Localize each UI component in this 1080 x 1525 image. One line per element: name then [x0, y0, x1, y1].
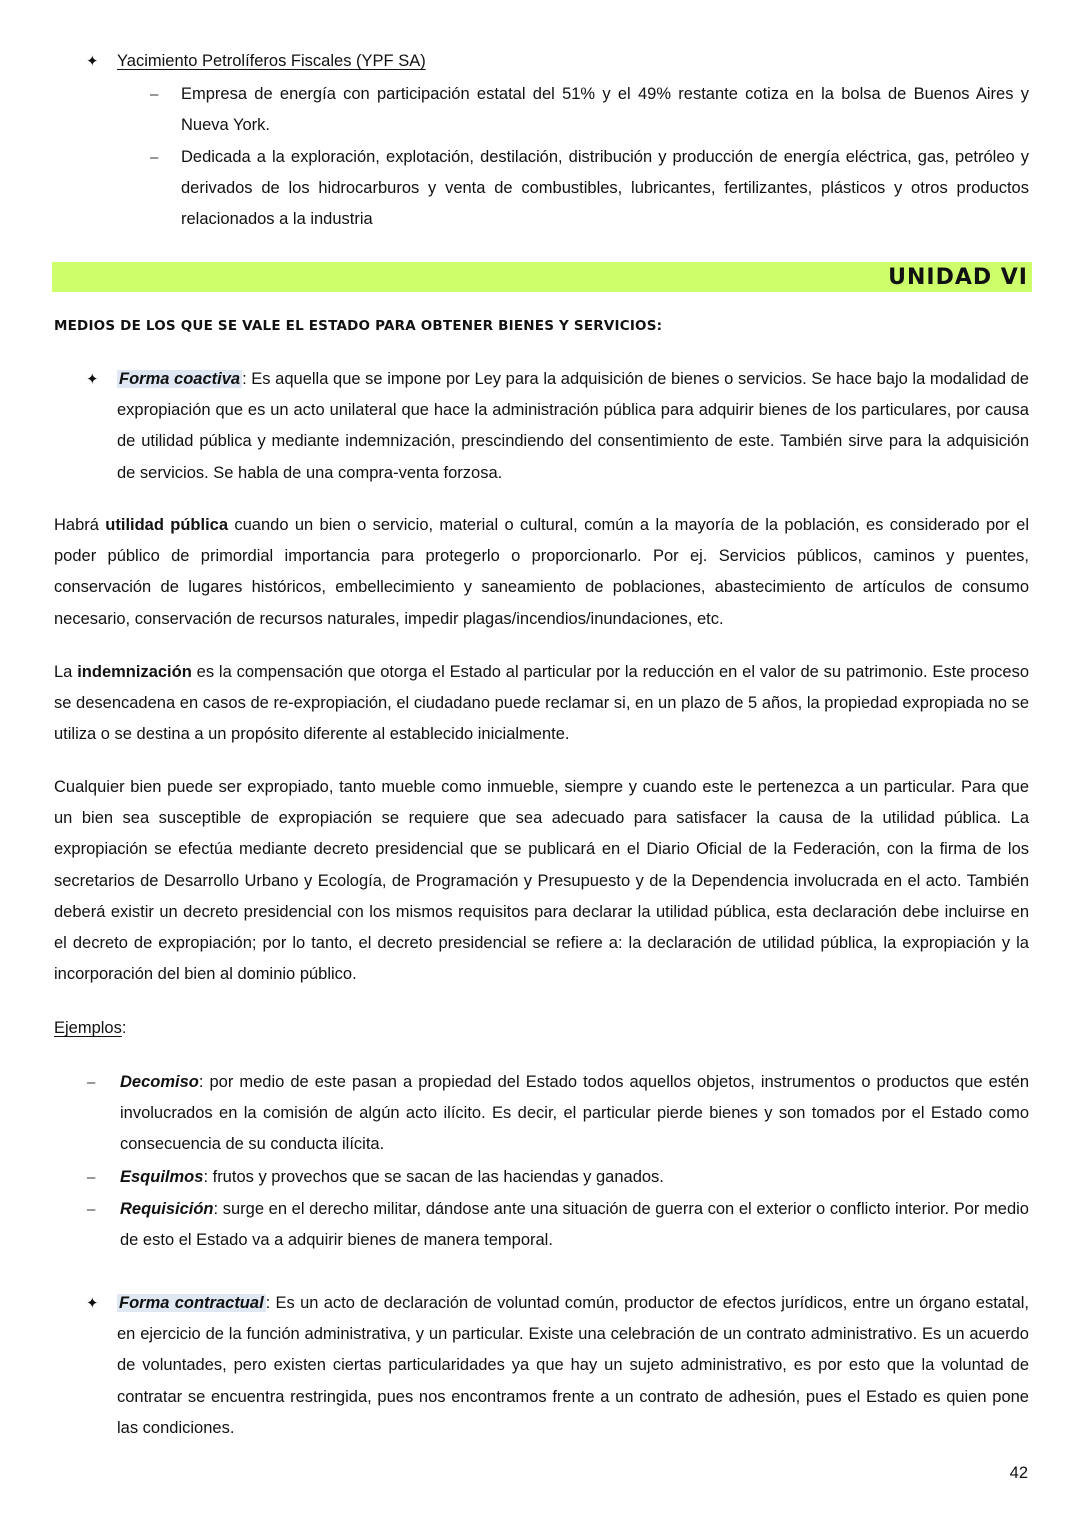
- utilidad-term: utilidad pública: [105, 516, 229, 534]
- coactiva-term: Forma coactiva: [119, 370, 241, 388]
- unit-title: UNIDAD VI: [888, 265, 1028, 290]
- ejemplo-item: [120, 1067, 1029, 1161]
- coactiva-text: : Es aquella que se impone por Ley para la adquisición de bienes o servicios. Se hace bajo la modalidad de expropiación que es un acto unilateral que hace la administración pública para adquirir bienes de los particulares, por causa de utilidad pública y mediante indemnización, prescindiendo del consentimiento de este. También sirve para la adquisición de servicios. Se habla de una compra-venta forzosa.: [117, 370, 1029, 482]
- ejemplo-term: Requisición: [120, 1200, 214, 1218]
- indemnizacion-text: es la compensación que otorga el Estado al particular por la reducción en el valor de su patrimonio. Este proceso se desencadena en casos de re-expropiación, el ciudadano puede reclamar si, en un plazo de 5 años, la propiedad expropiada no se utiliza o se destina a un propósito diferente al establecido inicialmente.: [54, 663, 1029, 744]
- ejemplo-text: : surge en el derecho militar, dándose ante una situación de guerra con el exterior o conflicto interior. Por medio de esto el Estado va a adquirir bienes de manera temporal.: [120, 1200, 1029, 1250]
- four-point-star-bullet-icon: ✦: [86, 1295, 99, 1312]
- indemnizacion-paragraph: [54, 657, 1029, 751]
- indemnizacion-term: indemnización: [77, 663, 192, 681]
- ypf-title-line: [117, 46, 1029, 77]
- ejemplos-label: Ejemplos: [54, 1019, 122, 1037]
- contractual-text: : Es un acto de declaración de voluntad común, productor de efectos jurídicos, entre un órgano estatal, en ejercicio de la función administrativa, y un particular. Existe una celebración de un contrato administrativo. Es un acuerdo de voluntades, pero existen ciertas particularidades ya que hay un sujeto administrativo, es por esto que la voluntad de contratar se encuentra restringida, pues nos encontramos frente a un contrato de adhesión, pues el Estado es quien pone las condiciones.: [117, 1294, 1029, 1437]
- ypf-detail-1: Empresa de energía con participación estatal del 51% y el 49% restante cotiza en la bolsa de Buenos Aires y Nueva York.: [181, 85, 1029, 135]
- ejemplo-text: : por medio de este pasan a propiedad del Estado todos aquellos objetos, instrumentos o productos que estén involucrados en la comisión de algún acto ilícito. Es decir, el particular pierde bienes y son tomados por el Estado como consecuencia de su conducta ilícita.: [120, 1073, 1029, 1154]
- four-point-star-bullet-icon: ✦: [86, 371, 99, 388]
- section-heading: MEDIOS DE LOS QUE SE VALE EL ESTADO PARA OBTENER BIENES Y SERVICIOS:: [54, 318, 663, 334]
- ejemplos-colon: :: [121, 1019, 127, 1037]
- ejemplo-item: [120, 1194, 1029, 1256]
- page-number: 42: [1009, 1464, 1028, 1482]
- contractual-paragraph: [117, 1288, 1029, 1444]
- dash-bullet-icon: –: [150, 86, 159, 103]
- dash-bullet-icon: –: [87, 1169, 96, 1186]
- four-point-star-bullet-icon: ✦: [86, 53, 99, 70]
- dash-bullet-icon: –: [87, 1201, 96, 1218]
- ejemplo-term: Esquilmos: [120, 1168, 204, 1186]
- ejemplo-item: [120, 1162, 1029, 1193]
- expropiacion-paragraph: Cualquier bien puede ser expropiado, tanto mueble como inmueble, siempre y cuando este le pertenezca a un particular. Para que un bien sea susceptible de expropiación se requiere que sea adecuado para satisfacer la causa de la utilidad pública. La expropiación se efectúa mediante decreto presidencial que se publicará en el Diario Oficial de la Federación, con la firma de los secretarios de Desarrollo Urbano y Ecología, de Programación y Presupuesto y de la Dependencia involucrada en el acto. También deberá existir un decreto presidencial con los mismos requisitos para declarar la utilidad pública, esta declaración debe incluirse en el decreto de expropiación; por lo tanto, el decreto presidencial se refiere a: la declaración de utilidad pública, la expropiación y la incorporación del bien al dominio público.: [54, 778, 1029, 984]
- ejemplo-term: Decomiso: [120, 1073, 199, 1091]
- dash-bullet-icon: –: [150, 149, 159, 166]
- dash-bullet-icon: –: [87, 1074, 96, 1091]
- ypf-title: Yacimiento Petrolíferos Fiscales (YPF SA): [117, 52, 426, 70]
- utilidad-pre: Habrá: [54, 516, 106, 534]
- ejemplo-text: : frutos y provechos que se sacan de las haciendas y ganados.: [203, 1168, 664, 1186]
- utilidad-text: cuando un bien o servicio, material o cultural, común a la mayoría de la población, es considerado por el poder público de primordial importancia para protegerlo o proporcionarlo. Por ej. Servicios públicos, caminos y puentes, conservación de lugares históricos, embellecimiento y saneamiento de poblaciones, abastecimiento de artículos de consumo necesario, conservación de recursos naturales, impedir plagas/incendios/inundaciones, etc.: [54, 516, 1029, 628]
- ejemplos-heading: [54, 1013, 126, 1044]
- contractual-term: Forma contractual: [119, 1294, 264, 1312]
- ypf-detail-2: Dedicada a la exploración, explotación, destilación, distribución y producción de energía eléctrica, gas, petróleo y derivados de los hidrocarburos y venta de combustibles, lubricantes, fertilizantes, plásticos y otros productos relacionados a la industria: [181, 148, 1029, 229]
- unit-header-bar: [52, 262, 1032, 292]
- coactiva-paragraph: [117, 364, 1029, 489]
- indemnizacion-pre: La: [54, 663, 78, 681]
- utilidad-paragraph: [54, 510, 1029, 635]
